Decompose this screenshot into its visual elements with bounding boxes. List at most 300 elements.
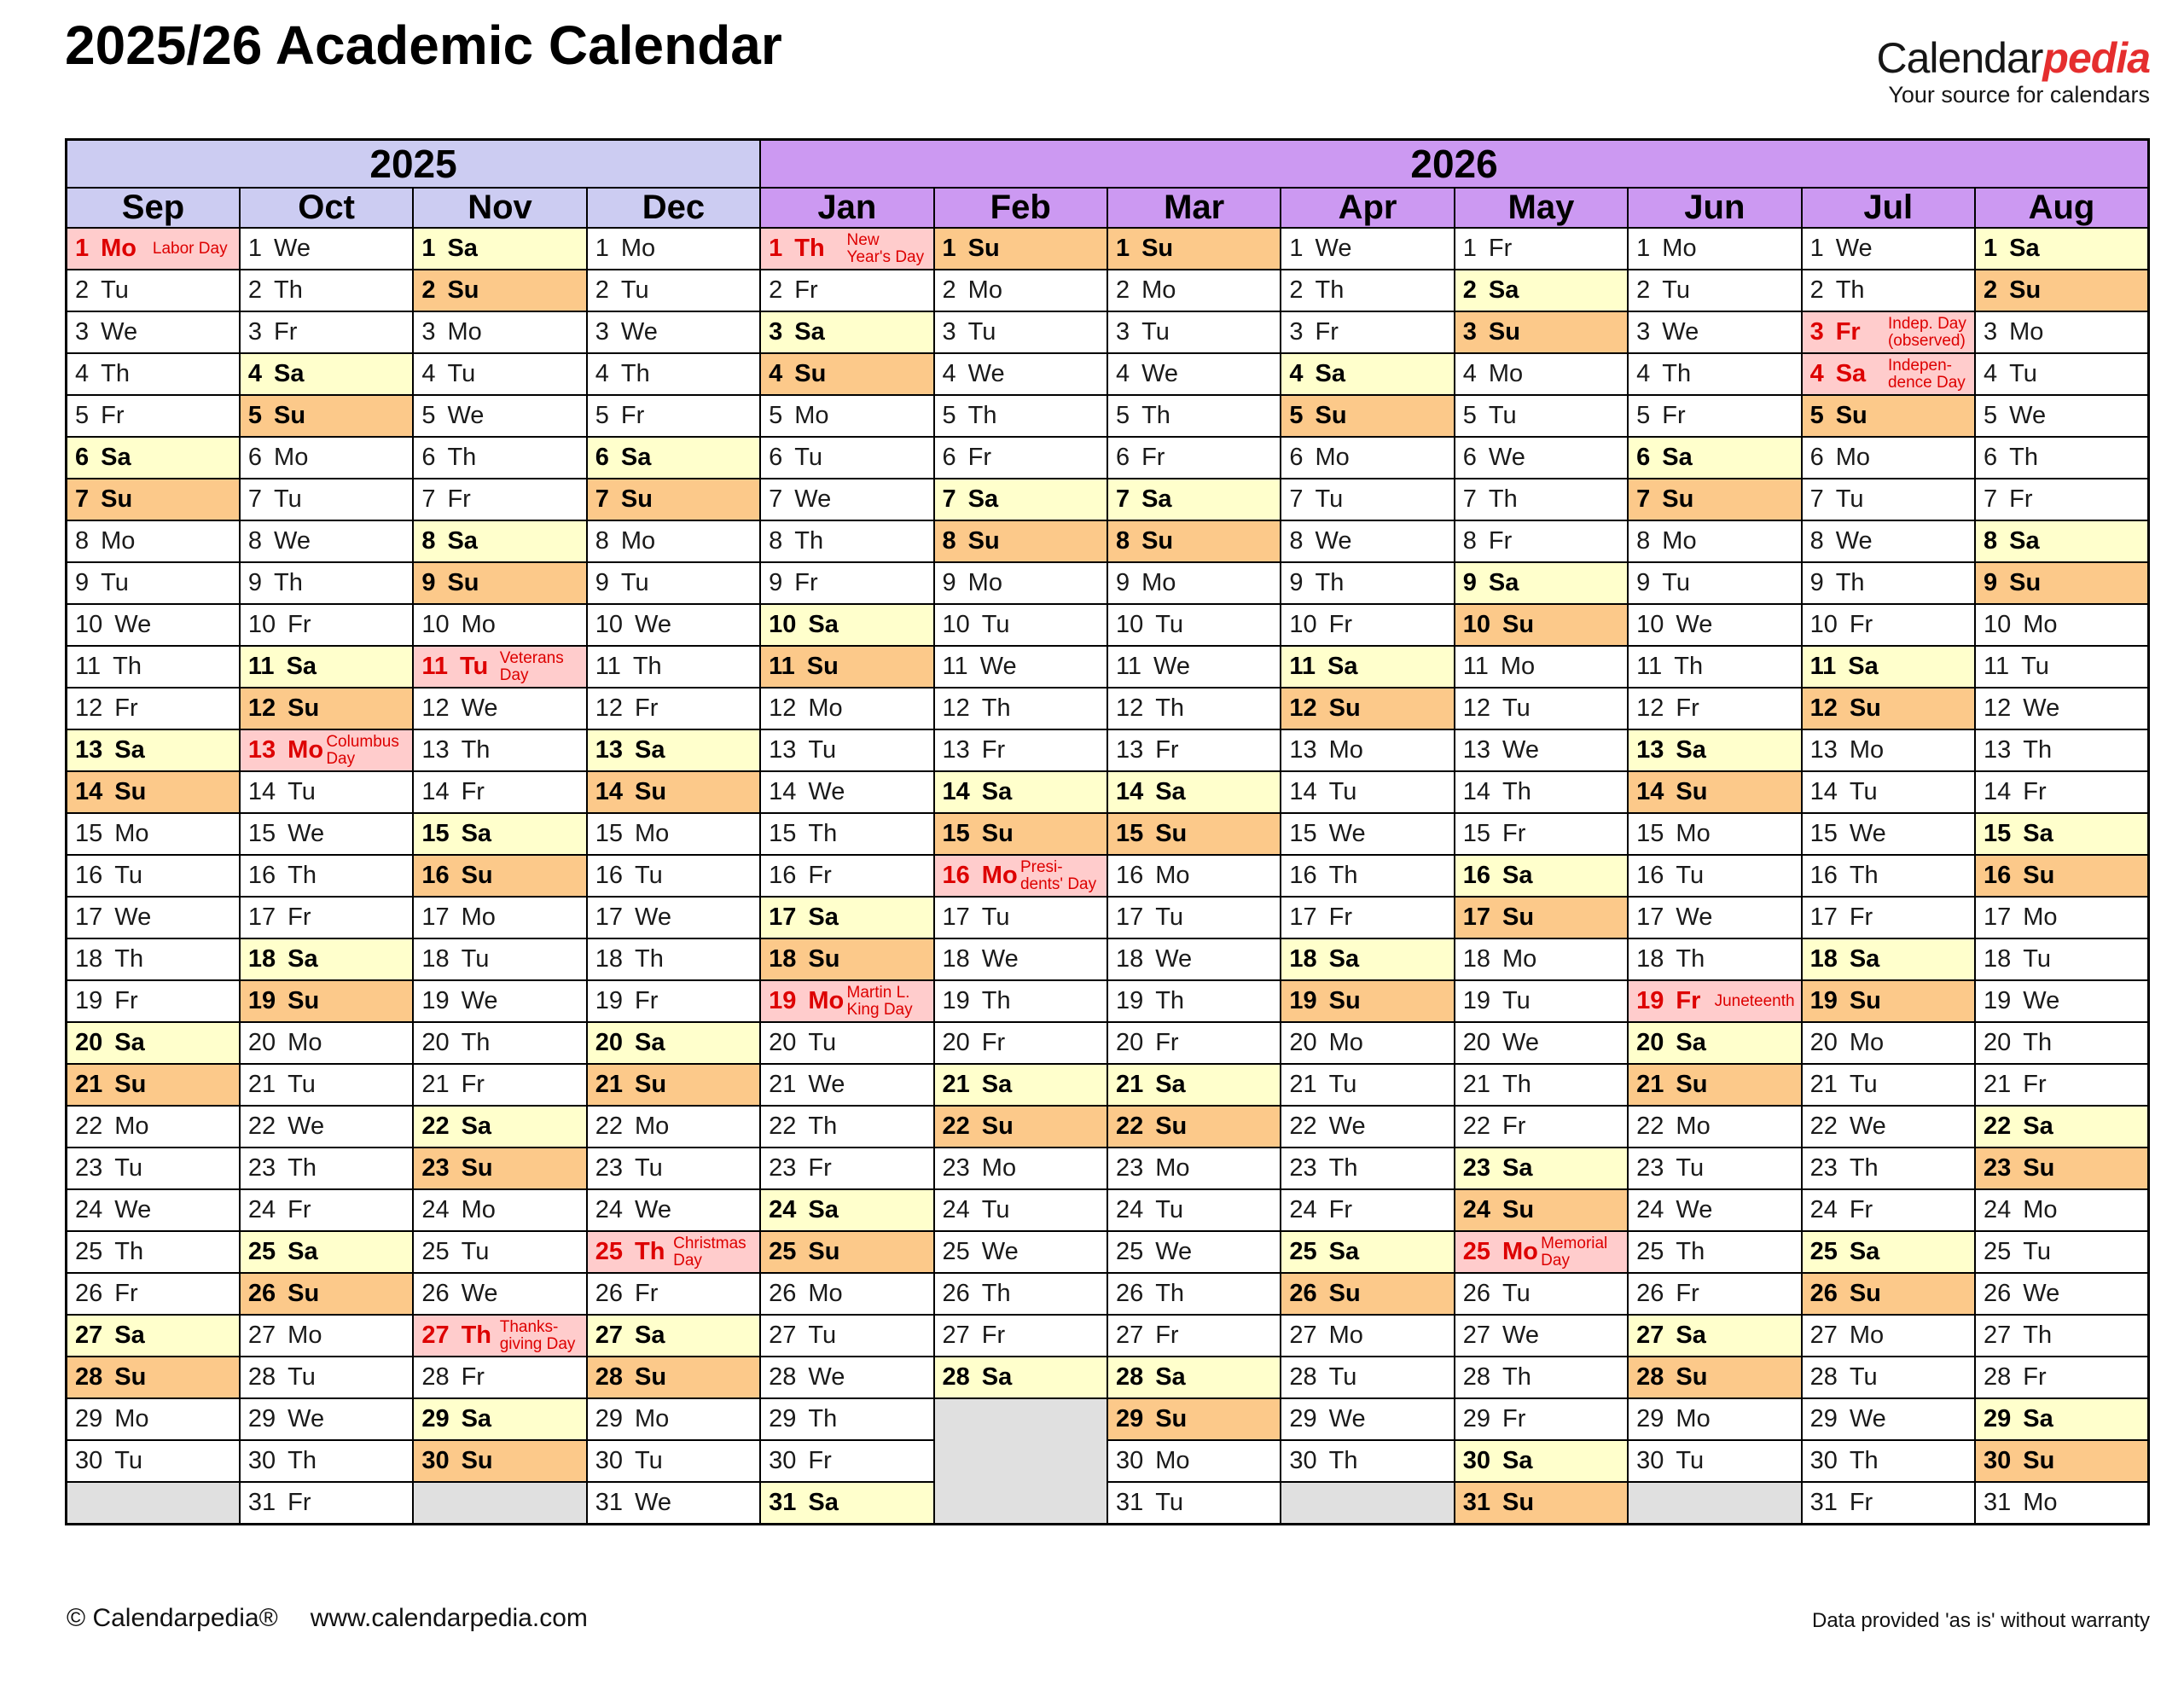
day-number: 13: [1115, 736, 1144, 764]
day-abbr: Th: [1835, 569, 1865, 596]
day-number: 3: [75, 318, 90, 346]
day-abbr: Sa: [1662, 444, 1693, 471]
day-number: 28: [1636, 1363, 1664, 1391]
day-abbr: Su: [1328, 987, 1361, 1014]
day-cell-aug-31: [1975, 1482, 2149, 1524]
day-abbr: Sa: [288, 1238, 318, 1265]
day-abbr: Fr: [1328, 1196, 1352, 1223]
day-number: 7: [1462, 485, 1477, 513]
day-abbr: Tu: [1502, 1280, 1531, 1307]
day-number: 9: [1462, 569, 1477, 596]
day-cell-aug-26: [1975, 1273, 2149, 1315]
day-number: 24: [769, 1196, 797, 1223]
day-number: 3: [1115, 318, 1130, 346]
day-number: 2: [421, 276, 436, 304]
day-cell-feb-17: [934, 897, 1107, 938]
day-number: 23: [1115, 1154, 1144, 1182]
day-abbr: Th: [114, 945, 144, 973]
day-abbr: Su: [620, 485, 653, 513]
day-cell-feb-24: [934, 1189, 1107, 1231]
day-number: 22: [595, 1113, 623, 1140]
day-number: 26: [421, 1280, 450, 1307]
day-cell-dec-22: [587, 1106, 760, 1148]
day-cell-apr-28: [1281, 1357, 1454, 1398]
page-title: 2025/26 Academic Calendar: [65, 15, 782, 76]
day-cell-may-15: [1455, 813, 1628, 855]
day-abbr: Sa: [447, 527, 478, 555]
day-cell-jul-23: [1802, 1148, 1975, 1189]
day-cell-may-30: [1455, 1440, 1628, 1482]
day-cell-apr-18: [1281, 938, 1454, 980]
day-cell-feb-20: [934, 1022, 1107, 1064]
day-number: 19: [1809, 987, 1838, 1014]
day-cell-apr-20: [1281, 1022, 1454, 1064]
day-cell-jun-10: [1628, 604, 1801, 646]
day-number: 27: [75, 1322, 103, 1349]
day-abbr: Tu: [1315, 485, 1344, 513]
day-abbr: Fr: [101, 402, 125, 429]
day-number: 4: [942, 360, 956, 387]
day-number: 5: [1462, 402, 1477, 429]
day-number: 27: [1289, 1322, 1317, 1349]
day-abbr: Su: [1141, 235, 1174, 262]
day-number: 17: [1289, 904, 1317, 931]
day-cell-nov-23: [413, 1148, 586, 1189]
day-cell-jun-20: [1628, 1022, 1801, 1064]
day-cell-dec-28: [587, 1357, 760, 1398]
day-cell-jun-29: [1628, 1398, 1801, 1440]
day-abbr: Fr: [1676, 1280, 1699, 1307]
day-number: 8: [1289, 527, 1304, 555]
day-cell-dec-23: [587, 1148, 760, 1189]
day-number: 15: [1983, 820, 2012, 847]
month-header-oct: Oct: [240, 188, 413, 228]
day-cell-feb-27: [934, 1315, 1107, 1357]
day-abbr: Sa: [634, 736, 665, 764]
day-cell-feb-11: [934, 646, 1107, 688]
day-number: 31: [247, 1488, 276, 1516]
day-number: 26: [1289, 1280, 1317, 1307]
day-cell-feb-3: [934, 311, 1107, 353]
day-cell-jul-12: [1802, 688, 1975, 729]
day-abbr: Tu: [288, 778, 316, 805]
day-abbr: Th: [1849, 862, 1879, 889]
day-abbr: Sa: [1848, 653, 1879, 680]
day-abbr: Sa: [114, 1322, 145, 1349]
day-abbr: Su: [1662, 485, 1694, 513]
day-cell-apr-8: [1281, 520, 1454, 562]
day-number: 26: [247, 1280, 276, 1307]
day-number: 19: [1462, 987, 1491, 1014]
day-abbr: Tu: [1502, 987, 1531, 1014]
day-number: 19: [1636, 987, 1664, 1014]
day-abbr: Mo: [634, 1405, 670, 1432]
day-abbr: Su: [2009, 276, 2042, 304]
day-number: 22: [247, 1113, 276, 1140]
day-abbr: Fr: [114, 694, 138, 722]
day-cell-sep-29: [67, 1398, 240, 1440]
day-cell-jul-7: [1802, 479, 1975, 520]
day-number: 27: [421, 1322, 450, 1349]
day-abbr: Su: [288, 694, 320, 722]
day-cell-jun-18: [1628, 938, 1801, 980]
day-cell-jul-5: [1802, 395, 1975, 437]
day-number: 23: [1289, 1154, 1317, 1182]
day-abbr: Mo: [114, 1405, 149, 1432]
day-cell-nov-24: [413, 1189, 586, 1231]
day-abbr: Su: [1488, 318, 1520, 346]
day-cell-apr-12: [1281, 688, 1454, 729]
day-abbr: We: [620, 318, 658, 346]
day-number: 27: [247, 1322, 276, 1349]
day-abbr: Su: [1502, 1196, 1535, 1223]
day-number: 6: [75, 444, 90, 471]
day-number: 7: [1636, 485, 1651, 513]
day-abbr: Fr: [1835, 318, 1861, 346]
day-cell-apr-13: [1281, 729, 1454, 771]
day-abbr: Su: [114, 778, 147, 805]
day-cell-mar-15: [1107, 813, 1281, 855]
day-cell-mar-4: [1107, 353, 1281, 395]
day-number: 9: [1636, 569, 1651, 596]
day-cell-mar-17: [1107, 897, 1281, 938]
day-cell-may-11: [1455, 646, 1628, 688]
day-abbr: Fr: [1155, 736, 1179, 764]
day-abbr: Tu: [620, 569, 649, 596]
day-number: 6: [769, 444, 783, 471]
day-cell-nov-16: [413, 855, 586, 897]
day-abbr: Su: [1155, 1405, 1188, 1432]
logo-text-red: pedia: [2042, 34, 2150, 82]
day-abbr: Th: [288, 1447, 317, 1474]
day-abbr: Mo: [1141, 276, 1176, 304]
day-cell-aug-29: [1975, 1398, 2149, 1440]
day-abbr: Fr: [981, 1029, 1006, 1056]
day-abbr: Sa: [274, 360, 305, 387]
day-number: 28: [421, 1363, 450, 1391]
day-abbr: Fr: [794, 569, 818, 596]
day-cell-apr-30: [1281, 1440, 1454, 1482]
day-cell-jan-17: [760, 897, 933, 938]
day-cell-jul-28: [1802, 1357, 1975, 1398]
day-number: 20: [421, 1029, 450, 1056]
day-number: 26: [1462, 1280, 1491, 1307]
day-cell-nov-21: [413, 1064, 586, 1106]
day-abbr: Tu: [1676, 862, 1705, 889]
day-cell-jul-8: [1802, 520, 1975, 562]
day-abbr: Tu: [808, 736, 837, 764]
day-number: 30: [247, 1447, 276, 1474]
day-cell-jan-15: [760, 813, 933, 855]
day-abbr: Tu: [1328, 1363, 1357, 1391]
day-abbr: Th: [808, 820, 838, 847]
day-number: 5: [942, 402, 956, 429]
month-header-nov: Nov: [413, 188, 586, 228]
day-number: 15: [1462, 820, 1491, 847]
day-cell-apr-4: [1281, 353, 1454, 395]
day-cell-jun-26: [1628, 1273, 1801, 1315]
day-abbr: Tu: [288, 1363, 316, 1391]
day-cell-oct-26: [240, 1273, 413, 1315]
day-number: 19: [421, 987, 450, 1014]
day-cell-jun-21: [1628, 1064, 1801, 1106]
day-number: 3: [595, 318, 609, 346]
day-abbr: Sa: [2023, 1113, 2053, 1140]
day-number: 3: [1636, 318, 1651, 346]
day-cell-aug-6: [1975, 437, 2149, 479]
day-cell-oct-29: [240, 1398, 413, 1440]
day-number: 30: [1636, 1447, 1664, 1474]
day-number: 21: [1809, 1071, 1838, 1098]
day-number: 28: [942, 1363, 970, 1391]
day-abbr: Fr: [981, 1322, 1006, 1349]
day-cell-nov-19: [413, 980, 586, 1022]
day-number: 27: [1636, 1322, 1664, 1349]
day-number: 8: [1462, 527, 1477, 555]
day-cell-apr-21: [1281, 1064, 1454, 1106]
day-number: 31: [1115, 1488, 1144, 1516]
day-cell-mar-27: [1107, 1315, 1281, 1357]
day-cell-sep-4: [67, 353, 240, 395]
day-number: 13: [942, 736, 970, 764]
day-abbr: Tu: [101, 276, 129, 304]
day-cell-aug-7: [1975, 479, 2149, 520]
day-abbr: Sa: [1141, 485, 1172, 513]
day-abbr: Fr: [808, 1447, 832, 1474]
day-number: 13: [421, 736, 450, 764]
day-abbr: Tu: [1155, 1196, 1183, 1223]
day-abbr: Sa: [808, 904, 839, 931]
day-cell-nov-5: [413, 395, 586, 437]
day-number: 2: [769, 276, 783, 304]
day-number: 18: [942, 945, 970, 973]
day-cell-may-4: [1455, 353, 1628, 395]
day-number: 23: [75, 1154, 103, 1182]
day-number: 12: [769, 694, 797, 722]
day-cell-mar-24: [1107, 1189, 1281, 1231]
day-cell-may-10: [1455, 604, 1628, 646]
day-cell-nov-22: [413, 1106, 586, 1148]
day-number: 10: [421, 611, 450, 638]
day-cell-nov-29: [413, 1398, 586, 1440]
day-number: 25: [942, 1238, 970, 1265]
day-abbr: Th: [1315, 569, 1345, 596]
day-number: 24: [1983, 1196, 2012, 1223]
day-abbr: Th: [1835, 276, 1865, 304]
day-abbr: We: [634, 611, 671, 638]
day-cell-mar-25: [1107, 1231, 1281, 1273]
day-cell-jul-3: [1802, 311, 1975, 353]
day-number: 20: [75, 1029, 103, 1056]
day-number: 9: [595, 569, 609, 596]
day-number: 30: [1462, 1447, 1491, 1474]
day-cell-oct-30: [240, 1440, 413, 1482]
day-number: 10: [1983, 611, 2012, 638]
day-number: 22: [421, 1113, 450, 1140]
day-number: 8: [1115, 527, 1130, 555]
day-number: 29: [1983, 1405, 2012, 1432]
day-number: 1: [1983, 235, 1998, 262]
day-abbr: Fr: [2009, 485, 2033, 513]
holiday-label: Thanks-giving Day: [499, 1317, 576, 1353]
day-number: 30: [595, 1447, 623, 1474]
day-abbr: Sa: [981, 1071, 1013, 1098]
day-cell-jul-29: [1802, 1398, 1975, 1440]
day-cell-nov-8: [413, 520, 586, 562]
day-number: 8: [247, 527, 263, 555]
day-number: 11: [1983, 653, 2010, 680]
day-number: 12: [1636, 694, 1664, 722]
day-abbr: Th: [808, 1113, 838, 1140]
day-cell-apr-24: [1281, 1189, 1454, 1231]
day-number: 24: [75, 1196, 103, 1223]
day-number: 4: [75, 360, 90, 387]
day-cell-sep-3: [67, 311, 240, 353]
footer-copyright: [67, 1604, 588, 1633]
day-number: 5: [247, 402, 263, 429]
day-abbr: Mo: [1328, 1322, 1363, 1349]
day-number: 5: [1289, 402, 1304, 429]
day-cell-sep-26: [67, 1273, 240, 1315]
day-cell-nov-17: [413, 897, 586, 938]
day-number: 2: [1809, 276, 1824, 304]
day-cell-jun-4: [1628, 353, 1801, 395]
day-number: 23: [769, 1154, 797, 1182]
day-abbr: Mo: [2023, 1196, 2058, 1223]
day-number: 19: [75, 987, 103, 1014]
day-abbr: Su: [2023, 862, 2055, 889]
day-cell-mar-13: [1107, 729, 1281, 771]
day-abbr: Su: [808, 1238, 840, 1265]
day-cell-apr-6: [1281, 437, 1454, 479]
day-cell-mar-16: [1107, 855, 1281, 897]
day-abbr: Mo: [1676, 1113, 1711, 1140]
day-number: 6: [1462, 444, 1477, 471]
day-cell-oct-27: [240, 1315, 413, 1357]
day-abbr: Sa: [620, 444, 652, 471]
day-number: 27: [1809, 1322, 1838, 1349]
day-number: 13: [1983, 736, 2012, 764]
day-cell-aug-17: [1975, 897, 2149, 938]
day-cell-jan-11: [760, 646, 933, 688]
day-number: 2: [247, 276, 263, 304]
day-cell-feb-23: [934, 1148, 1107, 1189]
day-number: 15: [595, 820, 623, 847]
month-header-jul: Jul: [1802, 188, 1975, 228]
day-cell-aug-22: [1975, 1106, 2149, 1148]
day-cell-dec-12: [587, 688, 760, 729]
day-number: 8: [421, 527, 436, 555]
day-abbr: We: [447, 402, 485, 429]
holiday-label: Indep. Day (observed): [1887, 314, 1966, 350]
day-abbr: Sa: [808, 611, 839, 638]
day-abbr: Th: [1502, 1071, 1531, 1098]
day-abbr: Fr: [1488, 527, 1513, 555]
day-number: 29: [1809, 1405, 1838, 1432]
day-number: 14: [1636, 778, 1664, 805]
day-cell-oct-12: [240, 688, 413, 729]
day-abbr: Fr: [1141, 444, 1165, 471]
day-cell-oct-20: [240, 1022, 413, 1064]
day-abbr: We: [1328, 1405, 1366, 1432]
day-cell-feb-25: [934, 1231, 1107, 1273]
holiday-label: Christmas Day: [673, 1234, 746, 1270]
day-cell-dec-5: [587, 395, 760, 437]
day-cell-mar-9: [1107, 562, 1281, 604]
day-abbr: We: [808, 1363, 845, 1391]
day-number: 21: [247, 1071, 276, 1098]
day-cell-nov-10: [413, 604, 586, 646]
day-abbr: Mo: [2023, 611, 2058, 638]
day-number: 17: [595, 904, 623, 931]
day-number: 12: [595, 694, 623, 722]
day-number: 25: [769, 1238, 797, 1265]
day-number: 2: [1462, 276, 1477, 304]
day-number: 27: [1115, 1322, 1144, 1349]
day-cell-jul-27: [1802, 1315, 1975, 1357]
day-cell-may-24: [1455, 1189, 1628, 1231]
day-number: 21: [1289, 1071, 1317, 1098]
day-number: 1: [1636, 235, 1651, 262]
day-number: 10: [1115, 611, 1144, 638]
holiday-label: Columbus Day: [326, 732, 399, 768]
day-cell-jul-17: [1802, 897, 1975, 938]
day-number: 1: [1462, 235, 1477, 262]
holiday-label: Labor Day: [152, 239, 228, 258]
day-abbr: We: [114, 904, 152, 931]
day-cell-jan-13: [760, 729, 933, 771]
day-number: 29: [75, 1405, 103, 1432]
day-cell-feb-10: [934, 604, 1107, 646]
day-cell-jun-17: [1628, 897, 1801, 938]
day-number: 11: [1636, 653, 1663, 680]
day-cell-jul-30: [1802, 1440, 1975, 1482]
day-number: 27: [942, 1322, 970, 1349]
day-number: 12: [1115, 694, 1144, 722]
day-cell-jun-6: [1628, 437, 1801, 479]
day-abbr: Th: [2023, 736, 2053, 764]
day-number: 23: [1809, 1154, 1838, 1182]
day-cell-aug-16: [1975, 855, 2149, 897]
day-cell-mar-19: [1107, 980, 1281, 1022]
day-number: 8: [1983, 527, 1998, 555]
day-number: 11: [247, 653, 275, 680]
day-number: 21: [1462, 1071, 1491, 1098]
month-header-jun: Jun: [1628, 188, 1801, 228]
day-abbr: Tu: [808, 1029, 837, 1056]
day-number: 2: [595, 276, 609, 304]
day-number: 15: [1636, 820, 1664, 847]
day-number: 8: [1809, 527, 1824, 555]
day-cell-aug-11: [1975, 646, 2149, 688]
day-abbr: Tu: [1155, 1488, 1183, 1516]
day-number: 3: [1809, 318, 1824, 346]
day-cell-nov-2: [413, 270, 586, 311]
day-cell-jun-12: [1628, 688, 1801, 729]
day-number: 24: [1289, 1196, 1317, 1223]
day-cell-sep-23: [67, 1148, 240, 1189]
day-number: 12: [1983, 694, 2012, 722]
day-abbr: Th: [274, 569, 303, 596]
day-number: 16: [769, 862, 797, 889]
day-number: 15: [1115, 820, 1144, 847]
day-cell-aug-1: [1975, 228, 2149, 270]
day-number: 4: [1115, 360, 1130, 387]
day-abbr: We: [1488, 444, 1525, 471]
day-cell-may-16: [1455, 855, 1628, 897]
empty-cell-sep: [67, 1482, 240, 1524]
day-cell-jun-3: [1628, 311, 1801, 353]
